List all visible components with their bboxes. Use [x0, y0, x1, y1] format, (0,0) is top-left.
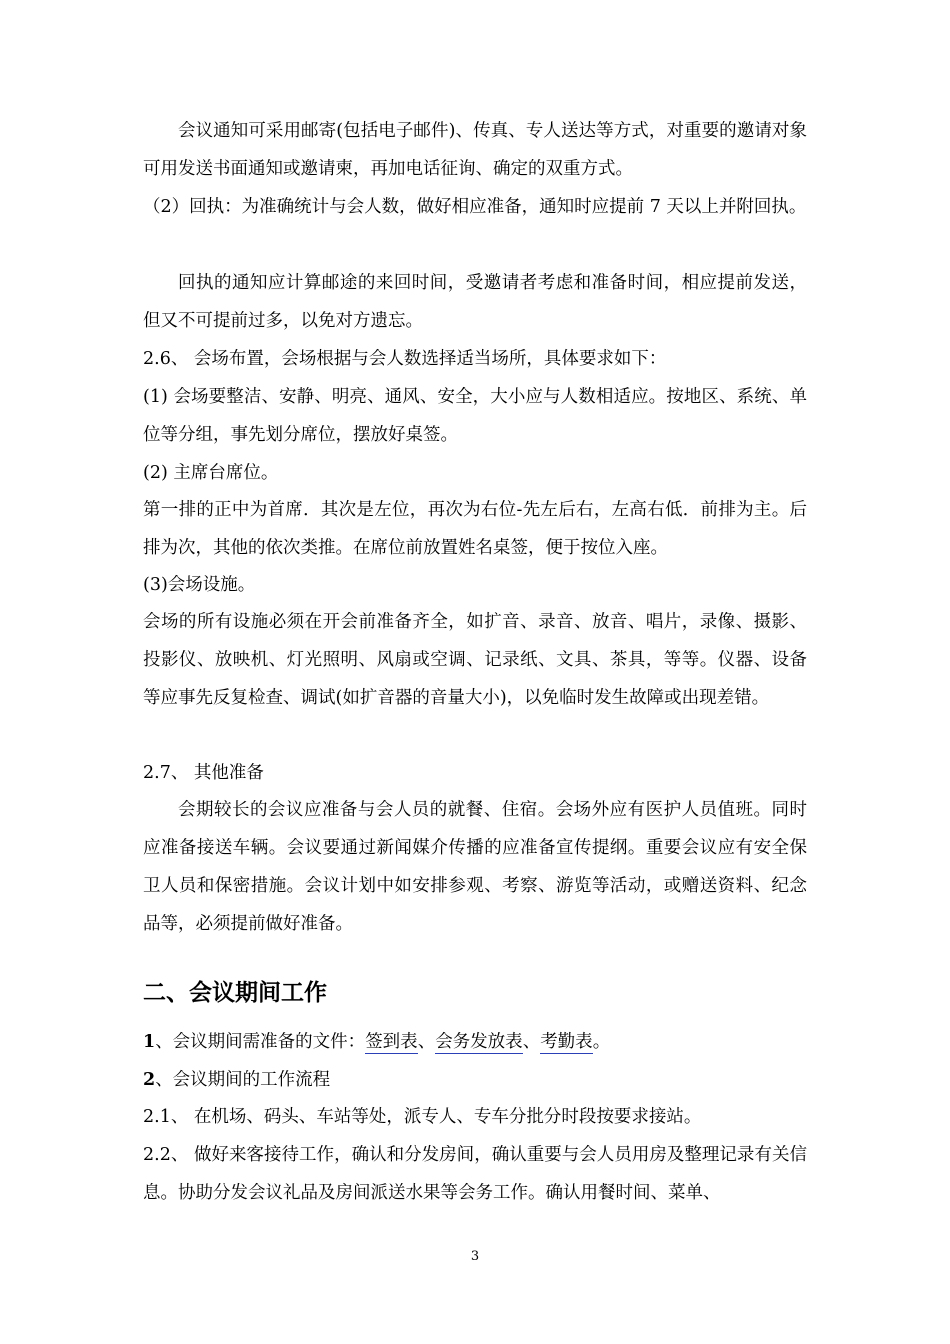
item-2-number: 2: [143, 1070, 156, 1090]
heading-2-7-other: 2.7、 其他准备: [143, 763, 264, 783]
paragraph-seat-order: 第一排的正中为首席．其次是左位，再次为右位-先左后右，左高右低．前排为主。后排为次，其他的依次类推。在席位前放置姓名桌签，便于按位入座。: [143, 500, 807, 558]
link-attendance-sheet[interactable]: 考勤表: [540, 1032, 593, 1052]
heading-2-6-venue: 2.6、 会场布置，会场根据与会人数选择适当场所，具体要求如下：: [143, 349, 667, 369]
paragraph-2-2-reception: 2.2、 做好来客接待工作，确认和分发房间，确认重要与会人员用房及整理记录有关信息。协助分发会议礼品及房间派送水果等会务工作。确认用餐时间、菜单、: [143, 1145, 807, 1203]
paragraph-venue-facilities: (3)会场设施。: [143, 575, 256, 595]
paragraph-receipt-timing: 回执的通知应计算邮途的来回时间，受邀请者考虑和准备时间，相应提前发送，但又不可提前过多，以免对方遗忘。: [143, 273, 807, 331]
separator: 、: [522, 1032, 541, 1052]
link-sign-in-sheet[interactable]: 签到表: [365, 1032, 418, 1052]
paragraph-other-preparations: 会期较长的会议应准备与会人员的就餐、住宿。会场外应有医护人员值班。同时应准备接送车辆。会议要通过新闻媒介传播的应准备宣传提纲。重要会议应有安全保卫人员和保密措施。会议计划中如安排参观、考察、游览等活动，或赠送资料、纪念品等，必须提前做好准备。: [143, 800, 807, 934]
paragraph-notice-methods: 会议通知可采用邮寄(包括电子邮件)、传真、专人送达等方式，对重要的邀请对象可用发送书面通知或邀请柬，再加电话征询、确定的双重方式。: [143, 121, 807, 179]
item-2-text: 、会议期间的工作流程: [155, 1070, 331, 1090]
item-1-documents: [143, 1023, 807, 1061]
item-2-workflow: [143, 1061, 807, 1099]
section-heading: 二、会议期间工作: [143, 980, 327, 1006]
paragraph-facilities-detail: 会场的所有设施必须在开会前准备齐全，如扩音、录音、放音、唱片，录像、摄影、投影仪、放映机、灯光照明、风扇或空调、记录纸、文具、茶具，等等。仪器、设备等应事先反复检查、调试(如扩音器的音量大小)，以免临时发生故障或出现差错。: [143, 612, 807, 708]
paragraph-receipt: （2）回执：为准确统计与会人数，做好相应准备，通知时应提前 7 天以上并附回执。: [143, 197, 807, 217]
item-1-number: 1: [143, 1032, 156, 1052]
link-distribution-sheet[interactable]: 会务发放表: [435, 1032, 523, 1052]
page-number: 3: [470, 1249, 480, 1264]
paragraph-podium-seats: (2) 主席台席位。: [143, 463, 279, 483]
separator: 、: [417, 1032, 436, 1052]
paragraph-2-1-pickup: 2.1、 在机场、码头、车站等处，派专人、专车分批分时段按要求接站。: [143, 1107, 702, 1127]
period: 。: [592, 1032, 611, 1052]
item-1-text: 、会议期间需准备的文件：: [155, 1032, 366, 1052]
paragraph-venue-requirements: (1) 会场要整洁、安静、明亮、通风、安全，大小应与人数相适应。按地区、系统、单位等分组，事先划分席位，摆放好桌签。: [143, 387, 807, 445]
